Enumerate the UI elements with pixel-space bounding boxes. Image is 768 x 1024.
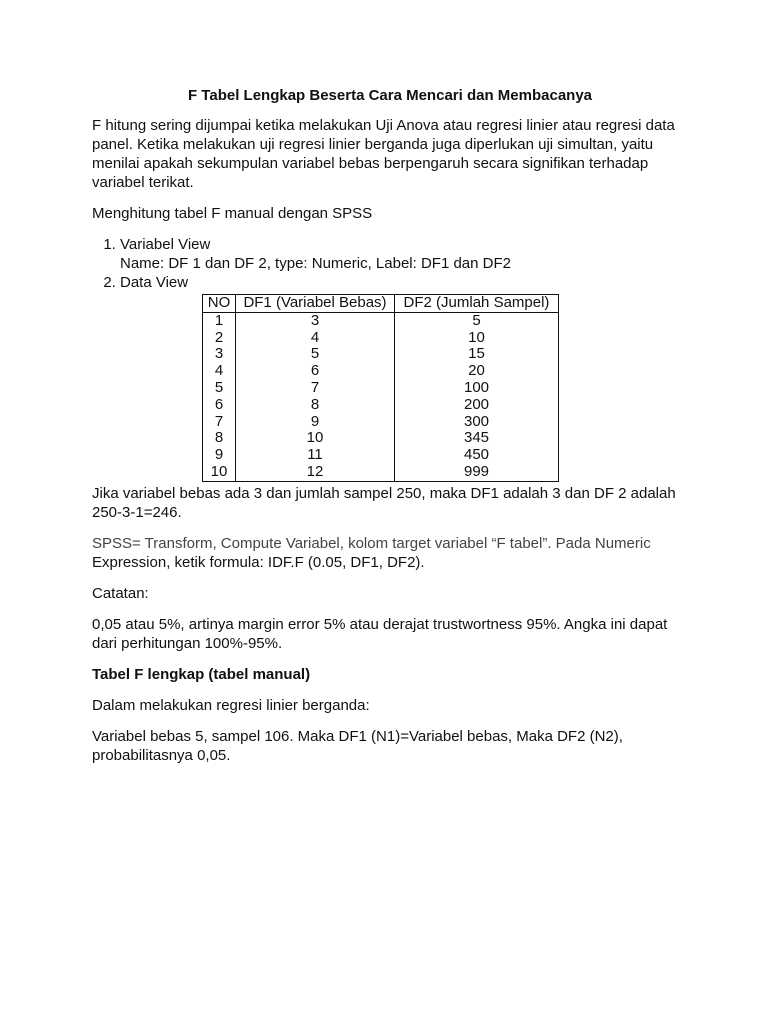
cell-df2: 300: [395, 414, 559, 431]
intro-paragraph: F hitung sering dijumpai ketika melakukan Uji Anova atau regresi linier atau regresi data panel. Ketika melakukan uji regresi linier berganda juga diperlukan uji simultan, yaitu menilai apakah sekumpulan variabel bebas berpengaruh secara signifikan terhadap variabel terikat.: [92, 117, 675, 191]
cell-df2: 100: [395, 380, 559, 397]
cell-df1: 4: [236, 330, 395, 347]
header-df1: DF1 (Variabel Bebas): [236, 295, 395, 313]
cell-df1: 5: [236, 346, 395, 363]
table-row: [203, 363, 559, 380]
spss-formula-paragraph: [92, 534, 688, 572]
spss-expression-line: Expression, ketik formula: IDF.F (0.05, DF1, DF2).: [92, 553, 425, 571]
cell-df2: 5: [395, 312, 559, 329]
cell-df1: 10: [236, 430, 395, 447]
cell-df1: 6: [236, 363, 395, 380]
cell-no: 8: [203, 430, 236, 447]
table-row: [203, 397, 559, 414]
document-page: [92, 86, 688, 777]
table-row: [203, 414, 559, 431]
step-detail: Name: DF 1 dan DF 2, type: Numeric, Label: DF1 dan DF2: [120, 255, 511, 272]
spss-heading: Menghitung tabel F manual dengan SPSS: [92, 205, 373, 222]
table-row: [203, 430, 559, 447]
cell-no: 2: [203, 330, 236, 347]
cell-df2: 15: [395, 346, 559, 363]
table-header-row: [203, 295, 559, 313]
cell-df1: 9: [236, 414, 395, 431]
step-item: [120, 235, 688, 273]
margin-note: 0,05 atau 5%, artinya margin error 5% atau derajat trustwortness 95%. Angka ini dapat dari perhitungan 100%-95%.: [92, 615, 668, 652]
page-title: F Tabel Lengkap Beserta Cara Mencari dan Membacanya: [187, 87, 593, 104]
cell-df2: 200: [395, 397, 559, 414]
cell-df1: 11: [236, 447, 395, 464]
table-row: [203, 330, 559, 347]
cell-df2: 20: [395, 363, 559, 380]
cell-df2: 345: [395, 430, 559, 447]
cell-no: 5: [203, 380, 236, 397]
cell-df2: 10: [395, 330, 559, 347]
cell-df1: 3: [236, 312, 395, 329]
cell-no: 3: [203, 346, 236, 363]
table-row: [203, 380, 559, 397]
table-row: [203, 312, 559, 329]
step-label: Data View: [120, 274, 189, 291]
cell-no: 9: [203, 447, 236, 464]
regresi-example: Variabel bebas 5, sampel 106. Maka DF1 (N1)=Variabel bebas, Maka DF2 (N2), probabilitasnya 0,05.: [92, 727, 623, 764]
cell-no: 6: [203, 397, 236, 414]
header-no: NO: [203, 295, 236, 313]
cell-df2: 450: [395, 447, 559, 464]
header-df2: DF2 (Jumlah Sampel): [395, 295, 559, 313]
step-item: [120, 273, 688, 292]
cell-df2: 999: [395, 464, 559, 481]
cell-no: 4: [203, 363, 236, 380]
cell-df1: 12: [236, 464, 395, 481]
example-paragraph: Jika variabel bebas ada 3 dan jumlah sampel 250, maka DF1 adalah 3 dan DF 2 adalah 250-3-1=246.: [92, 484, 676, 521]
df-table: [202, 294, 559, 482]
table-body: [203, 312, 559, 481]
spss-formula-line: SPSS= Transform, Compute Variabel, kolom target variabel “F tabel”. Pada Numeric: [92, 534, 651, 552]
cell-df1: 7: [236, 380, 395, 397]
manual-table-heading: Tabel F lengkap (tabel manual): [92, 665, 311, 683]
cell-no: 10: [203, 464, 236, 481]
steps-list: [92, 235, 688, 292]
table-row: [203, 346, 559, 363]
table-row: [203, 464, 559, 481]
cell-no: 1: [203, 312, 236, 329]
cell-no: 7: [203, 414, 236, 431]
table-row: [203, 447, 559, 464]
catatan-label: Catatan:: [92, 584, 149, 602]
cell-df1: 8: [236, 397, 395, 414]
step-label: Variabel View: [120, 236, 211, 253]
regresi-intro: Dalam melakukan regresi linier berganda:: [92, 696, 370, 714]
